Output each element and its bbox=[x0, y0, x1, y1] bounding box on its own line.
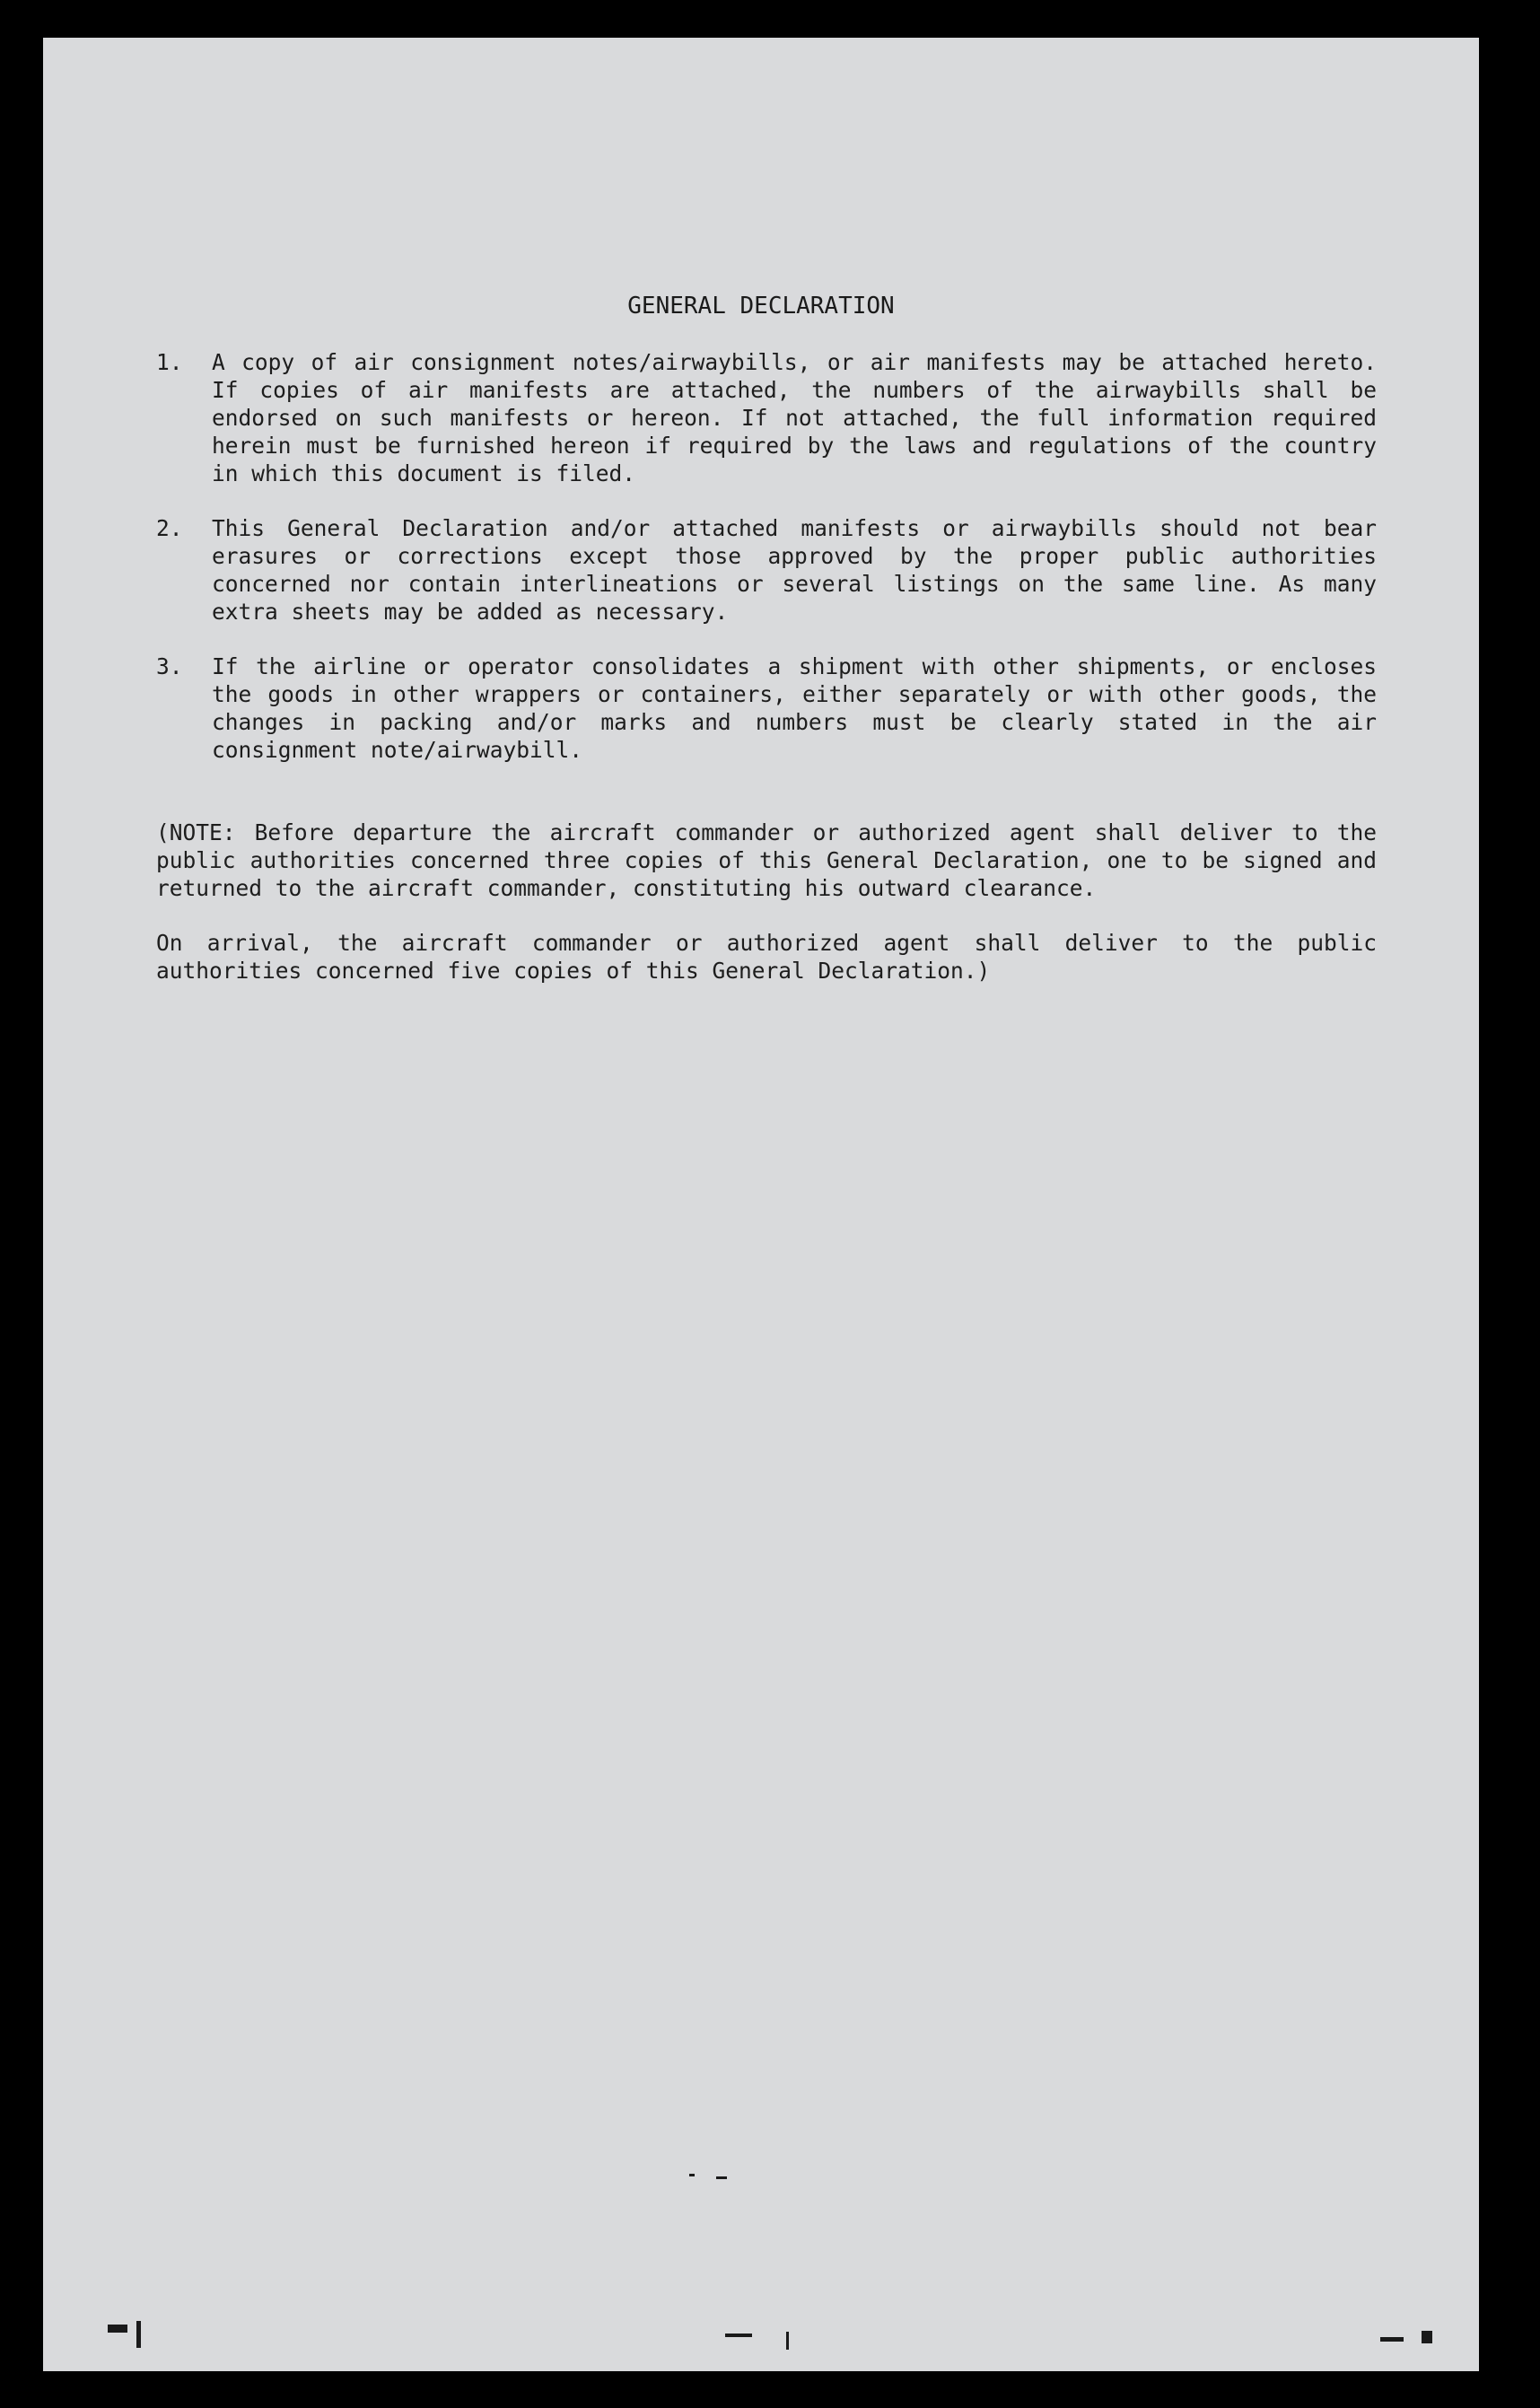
item-text: This General Declaration and/or attached manifests or airwaybills should not bear erasures or corrections except those approved by the proper public authorities concerned nor contain interlineations or several listings on the same line. As many extra sheets may be added as necessary. bbox=[212, 515, 1377, 625]
scan-mark bbox=[136, 2321, 141, 2348]
scan-mark bbox=[108, 2325, 127, 2333]
scan-mark bbox=[1380, 2337, 1404, 2342]
list-item bbox=[156, 652, 1377, 764]
scan-mark bbox=[786, 2332, 789, 2350]
item-text: If the airline or operator consolidates a shipment with other shipments, or encloses the goods in other wrappers or containers, either separately or with other goods, the changes in packing and/or marks and numbers must be clearly stated in the air consignment note/airwaybill. bbox=[212, 653, 1377, 763]
arrival-note: On arrival, the aircraft commander or authorized agent shall deliver to the public authorities concerned five copies of this General Declaration.) bbox=[156, 930, 1377, 984]
item-number: 1. bbox=[156, 349, 183, 375]
scan-mark bbox=[716, 2176, 727, 2179]
scan-mark bbox=[689, 2174, 695, 2176]
scan-mark bbox=[1422, 2331, 1432, 2343]
item-text: A copy of air consignment notes/airwaybills, or air manifests may be attached hereto. If copies of air manifests are attached, the numbers of the airwaybills shall be endorsed on such manifests or hereon. If not attached, the full information required herein must be furnished hereon if required by the laws and regulations of the country in which this document is filed. bbox=[212, 349, 1377, 486]
list-item bbox=[156, 348, 1377, 487]
item-number: 3. bbox=[156, 653, 183, 679]
item-number: 2. bbox=[156, 515, 183, 541]
document-page bbox=[43, 38, 1479, 2371]
scan-mark bbox=[725, 2334, 752, 2337]
list-item bbox=[156, 514, 1377, 626]
departure-note: (NOTE: Before departure the aircraft commander or authorized agent shall deliver to the public authorities concerned three copies of this General Declaration, one to be signed and returned to the aircraft commander, constituting his outward clearance. bbox=[156, 819, 1377, 901]
page-title: GENERAL DECLARATION bbox=[627, 293, 895, 320]
